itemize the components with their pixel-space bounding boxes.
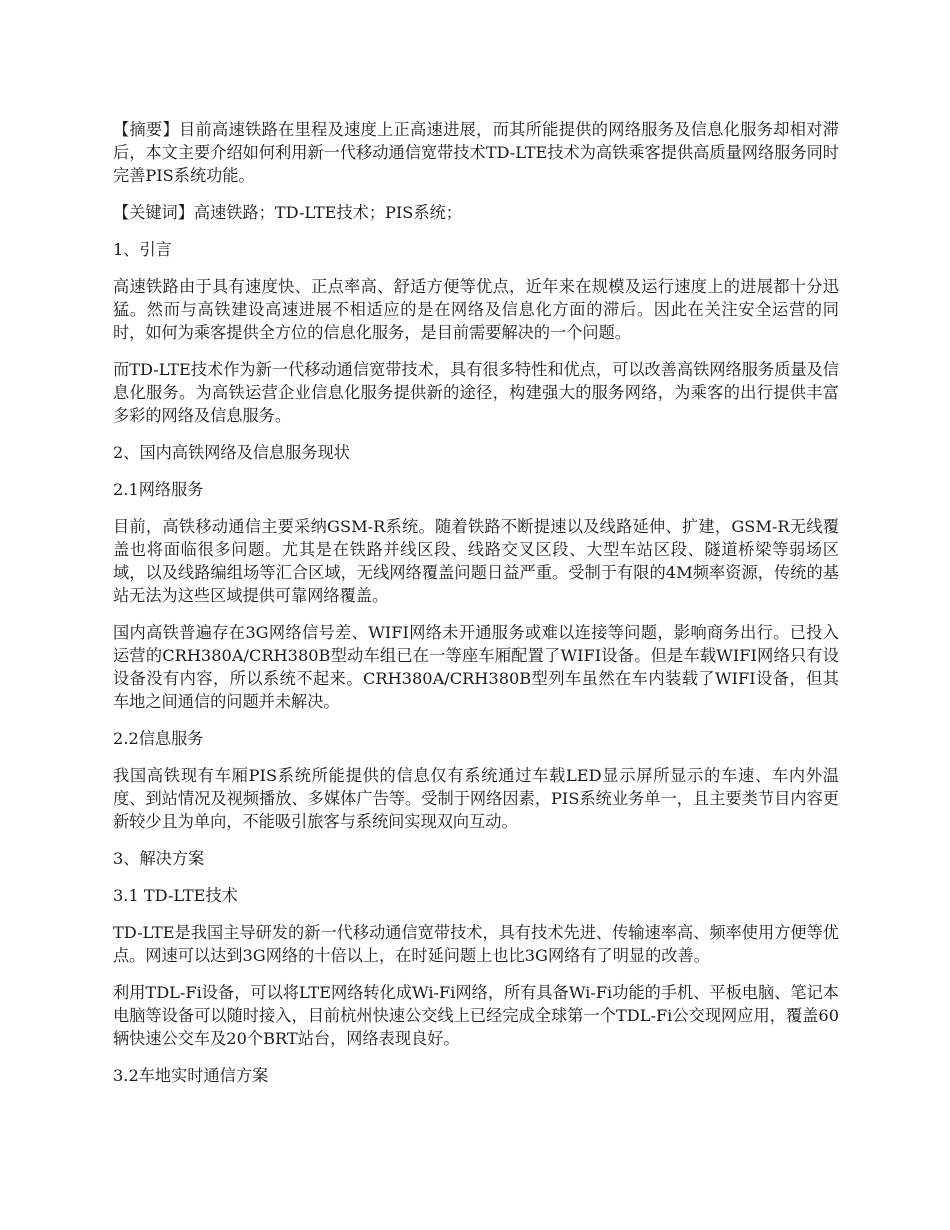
section-3-1-heading: 3.1 TD-LTE技术 — [113, 886, 238, 905]
section-2-1-paragraph-1: 目前，高铁移动通信主要采纳GSM-R系统。随着铁路不断提速以及线路延伸、扩建，GSM-R无线覆盖也将面临很多问题。尤其是在铁路并线区段、线路交叉区段、大型车站区段、隧道桥梁等弱场区域，以及线路编组场等汇合区域，无线网络覆盖问题日益严重。受制于有限的4M频率资源，传统的基站无法为这些区域提供可靠网络覆盖。 — [113, 517, 839, 605]
abstract-paragraph: 【摘要】目前高速铁路在里程及速度上正高速进展，而其所能提供的网络服务及信息化服务却相对滞后，本文主要介绍如何利用新一代移动通信宽带技术TD-LTE技术为高铁乘客提供高质量网络服务同时完善PIS系统功能。 — [113, 120, 839, 185]
section-1-heading: 1、引言 — [113, 240, 172, 259]
section-3-1-paragraph-2: 利用TDL-Fi设备，可以将LTE网络转化成Wi-Fi网络，所有具备Wi-Fi功能的手机、平板电脑、笔记本电脑等设备可以随时接入，目前杭州快速公交线上已经完成全球第一个TDL-Fi公交现网应用，覆盖60辆快速公交车及20个BRT站台，网络表现良好。 — [113, 983, 839, 1048]
section-3-2-heading: 3.2车地实时通信方案 — [113, 1066, 269, 1085]
section-2-1-heading: 2.1网络服务 — [113, 480, 204, 499]
section-2-heading: 2、国内高铁网络及信息服务现状 — [113, 443, 350, 462]
section-3-1-paragraph-1: TD-LTE是我国主导研发的新一代移动通信宽带技术，具有技术先进、传输速率高、频率使用方便等优点。网速可以达到3G网络的十倍以上，在时延问题上也比3G网络有了明显的改善。 — [113, 923, 839, 965]
section-3-heading: 3、解决方案 — [113, 849, 205, 868]
section-2-2-heading: 2.2信息服务 — [113, 729, 204, 748]
section-2-2-paragraph-1: 我国高铁现有车厢PIS系统所能提供的信息仅有系统通过车载LED显示屏所显示的车速、车内外温度、到站情况及视频播放、多媒体广告等。受制于网络因素，PIS系统业务单一，且主要类节目内容更新较少且为单向，不能吸引旅客与系统间实现双向互动。 — [113, 766, 839, 831]
section-2-1-paragraph-2: 国内高铁普遍存在3G网络信号差、WIFI网络未开通服务或难以连接等问题，影响商务出行。已投入运营的CRH380A/CRH380B型动车组已在一等座车厢配置了WIFI设备。但是车载WIFI网络只有设设备没有内容，所以系统不起来。CRH380A/CRH380B型列车虽然在车内装载了WIFI设备，但其车地之间通信的问题并未解决。 — [113, 623, 839, 711]
section-1-paragraph-1: 高速铁路由于具有速度快、正点率高、舒适方便等优点，近年来在规模及运行速度上的进展都十分迅猛。然而与高铁建设高速进展不相适应的是在网络及信息化方面的滞后。因此在关注安全运营的同时，如何为乘客提供全方位的信息化服务，是目前需要解决的一个问题。 — [113, 277, 839, 342]
document-body — [113, 118, 839, 1101]
keywords-paragraph: 【关键词】高速铁路；TD-LTE技术；PIS系统； — [113, 203, 462, 222]
section-1-paragraph-2: 而TD-LTE技术作为新一代移动通信宽带技术，具有很多特性和优点，可以改善高铁网络服务质量及信息化服务。为高铁运营企业信息化服务提供新的途径，构建强大的服务网络，为乘客的出行提供丰富多彩的网络及信息服务。 — [113, 360, 839, 425]
